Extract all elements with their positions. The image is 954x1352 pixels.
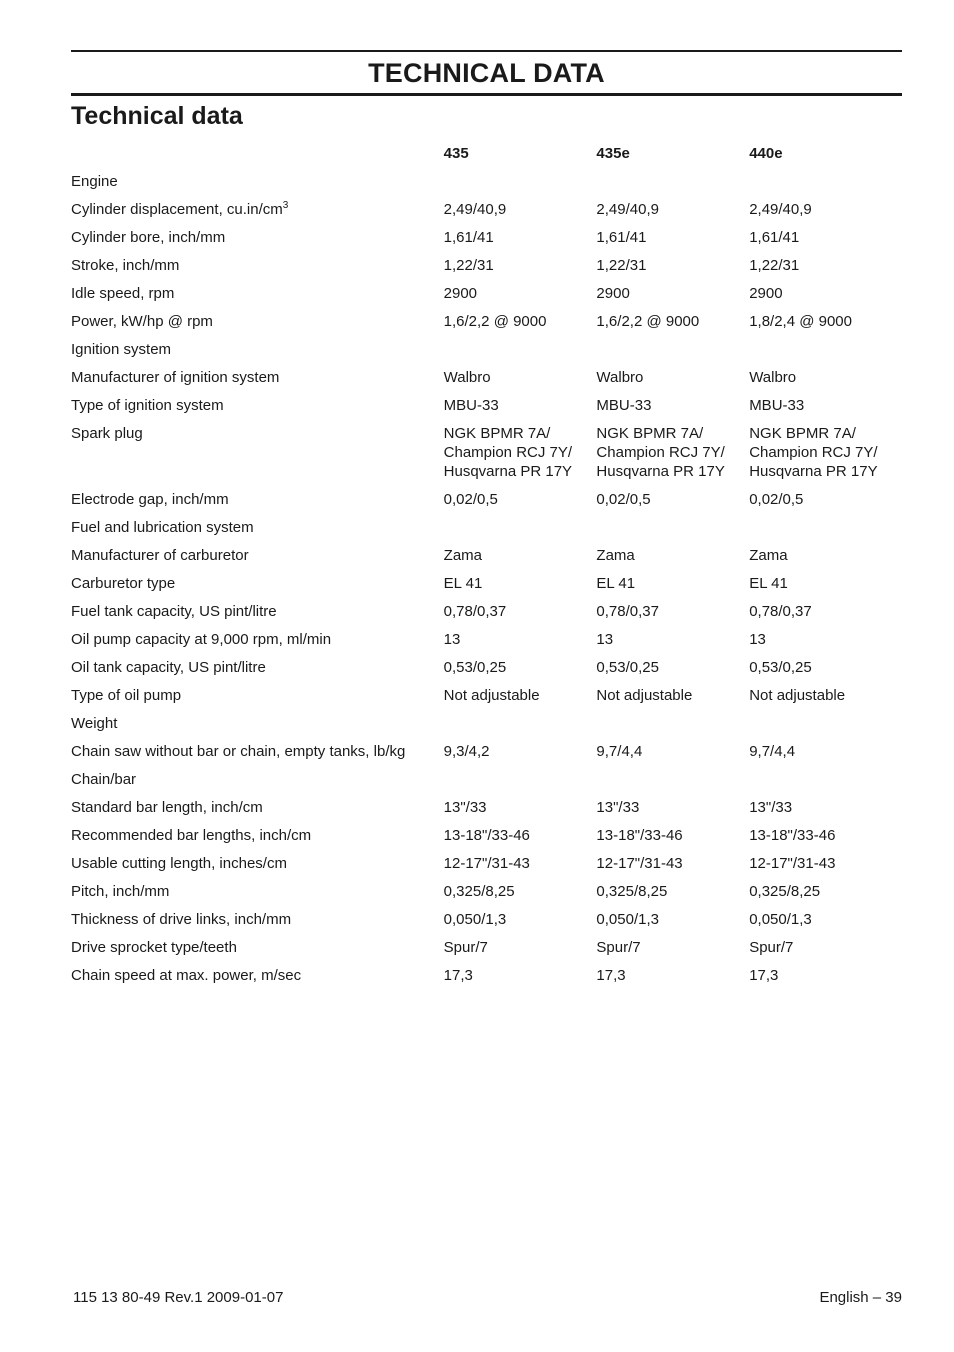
spec-label-text: Stroke, inch/mm — [71, 257, 180, 274]
spec-value: 0,53/0,25 — [443, 659, 507, 676]
spec-label-text: Thickness of drive links, inch/mm — [71, 911, 292, 928]
spec-value: 2900 — [749, 285, 783, 302]
spec-value: 0,050/1,3 — [749, 911, 812, 928]
spec-value: 13-18"/33-46 — [596, 827, 683, 844]
spec-value: 17,3 — [749, 967, 779, 984]
group-row — [71, 711, 902, 739]
spec-value: 9,7/4,4 — [596, 743, 643, 760]
spec-label-text: Fuel tank capacity, US pint/litre — [71, 603, 277, 620]
spec-value: 17,3 — [443, 967, 473, 984]
spec-row — [71, 655, 902, 683]
spec-value: 13 — [749, 631, 766, 648]
spec-value: EL 41 — [596, 575, 636, 592]
spec-value: 2900 — [596, 285, 630, 302]
spec-label-text: Type of ignition system — [71, 397, 224, 414]
spec-value: Walbro — [596, 369, 644, 386]
spec-value-line: NGK BPMR 7A/ — [749, 425, 856, 442]
spec-value: 9,3/4,2 — [443, 743, 490, 760]
spec-body — [71, 169, 902, 991]
spec-label-text: Recommended bar lengths, inch/cm — [71, 827, 312, 844]
spec-label — [71, 683, 444, 711]
group-row — [71, 515, 902, 543]
spec-row — [71, 963, 902, 991]
spec-value: 1,6/2,2 @ 9000 — [596, 313, 700, 330]
spec-label — [71, 281, 444, 309]
spec-label-text: Idle speed, rpm — [71, 285, 175, 302]
spec-value: Zama — [749, 547, 788, 564]
spec-label — [71, 795, 444, 823]
spec-value: MBU-33 — [749, 397, 805, 414]
spec-value: 1,61/41 — [596, 229, 647, 246]
spec-value — [749, 421, 902, 487]
spec-value: 1,22/31 — [596, 257, 647, 274]
spec-label — [71, 309, 444, 337]
spec-value-line: Champion RCJ 7Y/ — [443, 444, 573, 461]
spec-value: 0,53/0,25 — [596, 659, 659, 676]
group-row — [71, 169, 902, 197]
spec-value: 13-18"/33-46 — [443, 827, 530, 844]
technical-data-table — [71, 141, 902, 991]
spec-value: 13"/33 — [749, 799, 793, 816]
spec-row — [71, 487, 902, 515]
spec-value: Spur/7 — [749, 939, 794, 956]
spec-value-line: Husqvarna PR 17Y — [749, 463, 878, 480]
spec-value: 1,61/41 — [749, 229, 800, 246]
spec-label-text: Standard bar length, inch/cm — [71, 799, 263, 816]
spec-label-text: Electrode gap, inch/mm — [71, 491, 229, 508]
spec-label — [71, 627, 444, 655]
spec-label — [71, 197, 444, 225]
spec-label — [71, 655, 444, 683]
spec-value-line: Champion RCJ 7Y/ — [596, 444, 725, 461]
spec-value: Zama — [596, 547, 635, 564]
group-heading: Engine — [71, 173, 118, 190]
spec-label — [71, 365, 444, 393]
spec-value: EL 41 — [443, 575, 483, 592]
spec-value: 0,325/8,25 — [596, 883, 668, 900]
group-heading: Weight — [71, 715, 118, 732]
spec-label-text: Oil tank capacity, US pint/litre — [71, 659, 266, 676]
spec-value: 0,050/1,3 — [443, 911, 507, 928]
spec-value-line: Husqvarna PR 17Y — [596, 463, 725, 480]
spec-label — [71, 421, 444, 487]
spec-value: EL 41 — [749, 575, 788, 592]
spec-value: 0,02/0,5 — [596, 491, 651, 508]
spec-value: 2900 — [443, 285, 478, 302]
footer-doc-number: 115 13 80-49 Rev.1 2009-01-07 — [73, 1289, 284, 1306]
model-header-435e: 435e — [596, 145, 630, 162]
spec-value: 0,78/0,37 — [749, 603, 812, 620]
spec-label — [71, 879, 444, 907]
spec-label — [71, 739, 444, 767]
header-rule-bottom — [71, 93, 902, 96]
spec-value: 13 — [443, 631, 461, 648]
spec-value: 12-17"/31-43 — [749, 855, 836, 872]
spec-label — [71, 851, 444, 879]
spec-value-line: NGK BPMR 7A/ — [596, 425, 704, 442]
spec-value: 1,61/41 — [443, 229, 494, 246]
spec-value: 0,050/1,3 — [596, 911, 659, 928]
spec-value: 2,49/40,9 — [596, 201, 659, 218]
spec-row — [71, 309, 902, 337]
spec-label — [71, 823, 444, 851]
model-header-row — [71, 141, 902, 169]
spec-value: 13-18"/33-46 — [749, 827, 836, 844]
spec-label-superscript: 3 — [282, 200, 289, 211]
spec-label-text: Pitch, inch/mm — [71, 883, 170, 900]
page-header-title: TECHNICAL DATA — [368, 58, 605, 88]
spec-value: 0,78/0,37 — [596, 603, 659, 620]
spec-label-text: Usable cutting length, inches/cm — [71, 855, 287, 872]
spec-label-text: Oil pump capacity at 9,000 rpm, ml/min — [71, 631, 332, 648]
group-heading: Ignition system — [71, 341, 172, 358]
spec-value: Not adjustable — [749, 687, 846, 704]
model-header-440e: 440e — [749, 145, 783, 162]
spec-label-text: Manufacturer of ignition system — [71, 369, 280, 386]
spec-label-text: Chain saw without bar or chain, empty tanks, lb/kg — [71, 743, 406, 760]
spec-label-text: Chain speed at max. power, m/sec — [71, 967, 302, 984]
spec-label — [71, 907, 444, 935]
spec-label-text: Type of oil pump — [71, 687, 182, 704]
spec-row — [71, 627, 902, 655]
spec-row — [71, 851, 902, 879]
spec-value: Spur/7 — [596, 939, 641, 956]
spec-label — [71, 543, 444, 571]
spec-row — [71, 879, 902, 907]
spec-row — [71, 421, 902, 487]
spec-label-text: Drive sprocket type/teeth — [71, 939, 237, 956]
spec-value: 0,325/8,25 — [749, 883, 821, 900]
spec-value: Walbro — [443, 369, 491, 386]
spec-value: Spur/7 — [443, 939, 488, 956]
spec-value: MBU-33 — [443, 397, 499, 414]
spec-row — [71, 393, 902, 421]
spec-label — [71, 225, 444, 253]
spec-value: Not adjustable — [443, 687, 540, 704]
spec-value: 0,53/0,25 — [749, 659, 812, 676]
spec-value: MBU-33 — [596, 397, 652, 414]
spec-value: 12-17"/31-43 — [596, 855, 683, 872]
group-row — [71, 337, 902, 365]
spec-label — [71, 963, 444, 991]
spec-value: 12-17"/31-43 — [443, 855, 530, 872]
spec-row — [71, 599, 902, 627]
spec-row — [71, 795, 902, 823]
spec-label — [71, 393, 444, 421]
spec-value — [444, 421, 597, 487]
spec-label — [71, 487, 444, 515]
spec-row — [71, 225, 902, 253]
spec-label-text: Carburetor type — [71, 575, 176, 592]
spec-value: 0,78/0,37 — [443, 603, 507, 620]
spec-row — [71, 197, 902, 225]
spec-label-text: Power, kW/hp @ rpm — [71, 313, 213, 330]
group-row — [71, 767, 902, 795]
model-header-435: 435 — [443, 145, 469, 162]
spec-value: 13"/33 — [443, 799, 487, 816]
spec-value-line: NGK BPMR 7A/ — [443, 425, 551, 442]
spec-value: 0,02/0,5 — [749, 491, 804, 508]
spec-value: Zama — [443, 547, 482, 564]
spec-value: 1,22/31 — [749, 257, 800, 274]
spec-value: 1,8/2,4 @ 9000 — [749, 313, 852, 330]
spec-value: 9,7/4,4 — [749, 743, 796, 760]
spec-label — [71, 599, 444, 627]
spec-row — [71, 365, 902, 393]
group-heading: Fuel and lubrication system — [71, 519, 254, 536]
spec-value: Not adjustable — [596, 687, 693, 704]
spec-value: 17,3 — [596, 967, 626, 984]
spec-value: 2,49/40,9 — [443, 201, 507, 218]
spec-row — [71, 739, 902, 767]
spec-value: 2,49/40,9 — [749, 201, 812, 218]
spec-label — [71, 253, 444, 281]
header-rule-top — [71, 50, 902, 52]
spec-value: 13 — [596, 631, 614, 648]
spec-row — [71, 253, 902, 281]
section-title: Technical data — [71, 102, 243, 130]
spec-value: Walbro — [749, 369, 797, 386]
spec-row — [71, 683, 902, 711]
spec-label — [71, 935, 444, 963]
spec-row — [71, 281, 902, 309]
spec-label-text: Manufacturer of carburetor — [71, 547, 249, 564]
spec-label-text: Spark plug — [71, 425, 143, 442]
group-heading: Chain/bar — [71, 771, 137, 788]
spec-row — [71, 543, 902, 571]
spec-value: 0,325/8,25 — [443, 883, 515, 900]
spec-value: 1,22/31 — [443, 257, 494, 274]
spec-value: 1,6/2,2 @ 9000 — [443, 313, 547, 330]
spec-row — [71, 571, 902, 599]
spec-value: 0,02/0,5 — [443, 491, 498, 508]
spec-value-line: Husqvarna PR 17Y — [443, 463, 573, 480]
spec-row — [71, 823, 902, 851]
spec-value-line: Champion RCJ 7Y/ — [749, 444, 878, 461]
spec-row — [71, 907, 902, 935]
spec-value — [596, 421, 749, 487]
spec-value: 13"/33 — [596, 799, 640, 816]
spec-label-text: Cylinder bore, inch/mm — [71, 229, 226, 246]
label-column-header — [71, 141, 444, 169]
spec-label — [71, 571, 444, 599]
footer-page-number: English – 39 — [819, 1289, 902, 1306]
spec-row — [71, 935, 902, 963]
spec-label-text: Cylinder displacement, cu.in/cm — [71, 201, 283, 218]
